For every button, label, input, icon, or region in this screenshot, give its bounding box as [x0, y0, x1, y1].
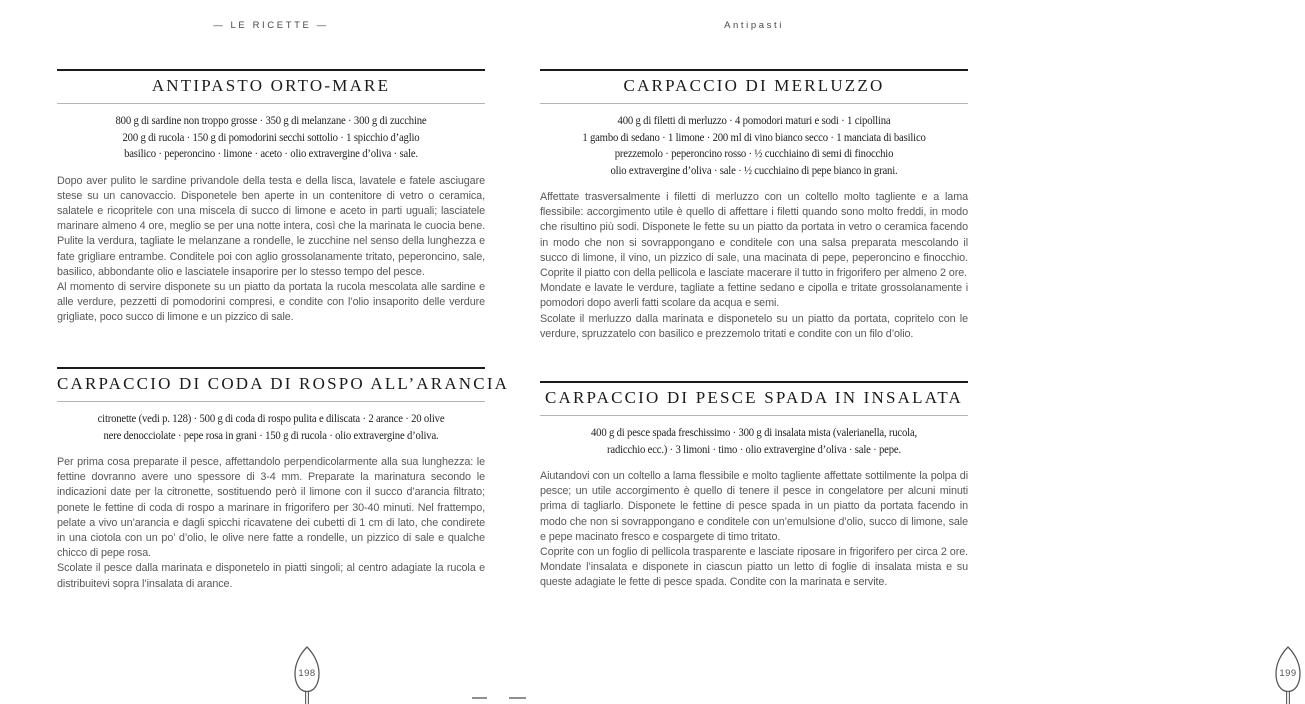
spoon-page-number-icon: [290, 646, 324, 704]
recipe-paragraph: Coprite con un foglio di pellicola trasparente e lasciate riposare in frigorifero per circa 2 ore. Mondate l’insalata e disponete in ciascun piatto un letto di foglie di insalata mista e su queste adagiate le fette di pesce spada. Condite con la marinata e servite.: [540, 546, 968, 589]
recipe-title-box: [540, 381, 968, 416]
recipe-antipasto-orto-mare: [57, 69, 485, 326]
recipe-paragraph: Per prima cosa preparate il pesce, affettandolo perpendicolarmente alla sua lunghezza: le fettine dovranno avere uno spessore di 3-4 mm. Preparate la marinatura secondo le indicazioni date per la citronette, sostituendo però il limone con il succo d’arancia filtrato; ponete le fettine di coda di rospo a marinare in frigorifero per 30-40 minuti. Nel frattempo, pelate a vivo un’arancia e dagli spicchi ricavatene dei cubetti di 1 cm di lato, che condirete in una ciotola con un po’ d’olio, le olive nere fatte a rondelle, un pizzico di sale e qualche chicco di pepe rosa.: [57, 456, 485, 560]
ingredients-line: basilico · peperoncino · limone · aceto · olio extravergine d’oliva · sale.: [124, 148, 418, 160]
ingredients-line: 800 g di sardine non troppo grosse · 350 g di melanzane · 300 g di zucchine: [115, 115, 427, 127]
running-head-left: — LE RICETTE —: [213, 20, 329, 31]
recipe-paragraph: Mondate e lavate le verdure, tagliate a fettine sedano e cipolla e tritate grossolanamente i pomodori dopo averli fatti scolare da acqua e semi.: [540, 282, 968, 310]
recipe-title: CARPACCIO DI PESCE SPADA IN INSALATA: [544, 388, 964, 407]
ingredients-block: [57, 411, 485, 444]
recipe-paragraph: Scolate il pesce dalla marinata e disponetelo in piatti singoli; al centro adagiate la rucola e distribuitevi sopra l’insalata di arance.: [57, 562, 485, 590]
page-number-right: 199: [1279, 668, 1297, 679]
spoon-page-number-icon: [1271, 646, 1305, 704]
recipe-paragraph: Al momento di servire disponete su un piatto da portata la rucola mescolata alle sardine e alle verdure, pezzetti di pomodorini compresi, e condite con l’olio insaporito delle verdure grigliate, poco succo di limone e un pizzico di sale.: [57, 280, 485, 324]
gutter-mark: [472, 697, 487, 699]
recipe-title: CARPACCIO DI MERLUZZO: [623, 76, 885, 95]
ingredients-block: [540, 113, 968, 179]
recipe-title-box: [540, 69, 968, 104]
recipe-paragraph: Scolate il merluzzo dalla marinata e disponetelo su un piatto da portata, copritelo con le verdure, spruzzatelo con basilico e prezzemolo tritati e condite con un filo d’olio.: [540, 312, 968, 340]
recipe-carpaccio-coda-di-rospo: [57, 367, 510, 592]
recipe-paragraph: Aiutandovi con un coltello a lama flessibile e molto tagliente affettate sottilmente la polpa di pesce; un utile accorgimento è quello di tenere il pesce in congelatore per alcuni minuti prima di tagliarlo. Disponete le fettine di pesce spada in un piatto da portata facendo in modo che non si sovrappongano e conditele con un’emulsione d’olio, succo di limone, sale e pepe macinato fresco e cospargete di timo tritato.: [540, 470, 968, 543]
recipe-title: CARPACCIO DI CODA DI ROSPO ALL’ARANCIA: [57, 374, 510, 393]
recipe-paragraph: Dopo aver pulito le sardine privandole della testa e della lisca, lavatele e fatele asciugare stese su un canovaccio. Disponetele ben aperte in un contenitore di vetro o ceramica, salatele e ricopritele con una miscela di succo di limone e aceto in parti uguali; lasciatele marinare almeno 4 ore, meglio se per una notte intera, così che la marinata le cuocia bene. Pulite la verdura, tagliate le melanzane a rondelle, le zucchine nel senso della lunghezza e fate grigliare entrambe. Conditele poi con aglio grossolanamente tritato, peperoncino, sale, basilico, abbondante olio e lasciatele insaporire per lo stesso tempo del pesce.: [57, 174, 485, 278]
recipe-carpaccio-pesce-spada: [540, 381, 968, 591]
recipe-title-box: [57, 367, 510, 402]
ingredients-block: [57, 113, 485, 163]
ingredients-line: nere denocciolate · pepe rosa in grani · 150 g di rucola · olio extravergine d’oliva.: [103, 429, 439, 442]
recipe-title-box: [57, 69, 485, 104]
recipe-paragraph: Affettate trasversalmente i filetti di merluzzo con un coltello molto tagliente e a lama flessibile: accorgimento utile è quello di affettare i filetti quando sono molto freddi, in modo che risultino più sodi. Disponete le fette su un piatto da portata in vetro o ceramica facendo in modo che non si sovrappongano e conditele con una salsa preparata mescolando il succo di limone, il vino, un pizzico di sale, una macinata di pepe, peperoncino e finocchio. Coprite il piatto con della pellicola e lasciate macerare il tutto in frigorifero per almeno 2 ore.: [540, 191, 968, 280]
recipe-instructions: [57, 174, 485, 326]
right-page: [540, 0, 1297, 704]
ingredients-line: radicchio ecc.) · 3 limoni · timo · olio extravergine d’oliva · sale · pepe.: [607, 443, 901, 456]
ingredients-line: citronette (vedi p. 128) · 500 g di coda di rospo pulita e diliscata · 2 arance · 20 olive: [97, 413, 445, 425]
ingredients-line: 200 g di rucola · 150 g di pomodorini secchi sottolio · 1 spicchio d’aglio: [122, 131, 420, 144]
ingredients-line: 400 g di filetti di merluzzo · 4 pomodori maturi e sodi · 1 cipollina: [617, 115, 891, 127]
ingredients-line: olio extravergine d’oliva · sale · ½ cucchiaino di pepe bianco in grani.: [610, 164, 898, 177]
gutter-mark: [509, 697, 526, 699]
recipe-title: ANTIPASTO ORTO-MARE: [151, 76, 391, 95]
page-number-left: 198: [298, 668, 316, 679]
ingredients-line: 1 gambo di sedano · 1 limone · 200 ml di vino bianco secco · 1 manciata di basilico: [582, 131, 926, 144]
recipe-instructions: [540, 190, 968, 342]
left-page: [57, 0, 510, 704]
ingredients-line: prezzemolo · peperoncino rosso · ½ cucchiaino di semi di finocchio: [614, 148, 894, 160]
ingredients-line: 400 g di pesce spada freschissimo · 300 g di insalata mista (valerianella, rucola,: [591, 427, 917, 439]
recipe-carpaccio-di-merluzzo: [540, 69, 968, 342]
running-head-right: Antipasti: [724, 20, 784, 31]
recipe-instructions: [540, 469, 968, 591]
ingredients-block: [540, 425, 968, 458]
recipe-instructions: [57, 455, 485, 592]
